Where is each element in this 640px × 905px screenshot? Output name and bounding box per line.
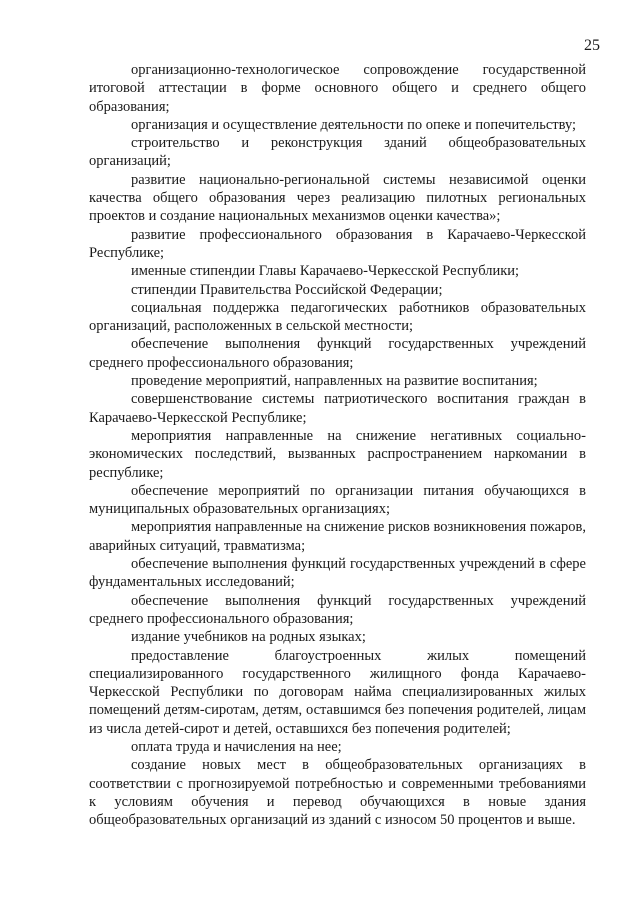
page-number: 25 (584, 37, 600, 54)
paragraph: обеспечение выполнения функций государственных учреждений среднего профессионального образования; (89, 592, 586, 627)
paragraph: строительство и реконструкция зданий общеобразовательных организаций; (89, 135, 586, 170)
paragraph: стипендии Правительства Российской Федерации; (131, 281, 443, 298)
paragraph: мероприятия направленные на снижение рисков возникновения пожаров, аварийных ситуаций, травматизма; (89, 519, 586, 554)
paragraph: именные стипендии Главы Карачаево-Черкесской Республики; (131, 263, 520, 280)
paragraph: мероприятия направленные на снижение негативных социально-экономических последствий, вызванных распространением наркомании в республике; (89, 427, 586, 481)
paragraph: совершенствование системы патриотического воспитания граждан в Карачаево-Черкесской Республике; (89, 391, 586, 426)
paragraph: обеспечение выполнения функций государственных учреждений среднего профессионального образования; (89, 336, 586, 371)
page-body (89, 61, 586, 829)
paragraph: издание учебников на родных языках; (131, 629, 366, 646)
paragraph: проведение мероприятий, направленных на развитие воспитания; (131, 373, 538, 390)
paragraph: создание новых мест в общеобразовательных организациях в соответствии с прогнозируемой потребностью и современными требованиями к условиям обучения и перевод обучающихся в новые здания общеобразовательных организаций из зданий с износом 50 процентов и выше. (89, 757, 586, 829)
paragraph: организационно-технологическое сопровождение государственной итоговой аттестации в форме основного общего и среднего общего образования; (89, 62, 586, 115)
paragraph: развитие национально-региональной системы независимой оценки качества общего образования через реализацию пилотных региональных проектов и создание национальных механизмов оценки качества»; (89, 171, 586, 225)
paragraph: развитие профессионального образования в Карачаево-Черкесской Республике; (89, 226, 586, 261)
paragraph: обеспечение выполнения функций государственных учреждений в сфере фундаментальных исследований; (89, 556, 586, 591)
paragraph: оплата труда и начисления на нее; (131, 738, 342, 755)
paragraph: предоставление благоустроенных жилых помещений специализированного государственного жилищного фонда Карачаево-Черкесской Республики по договорам найма специализированных жилых помещений детям-сиротам, детям, оставшимся без попечения родителей, лицам из числа детей-сирот и детей, оставшихся без попечения родителей; (89, 647, 586, 737)
paragraph: социальная поддержка педагогических работников образовательных организаций, расположенных в сельской местности; (89, 299, 586, 335)
paragraph: обеспечение мероприятий по организации питания обучающихся в муниципальных образовательных организациях; (89, 482, 586, 518)
paragraph: организация и осуществление деятельности по опеке и попечительству; (131, 116, 577, 133)
